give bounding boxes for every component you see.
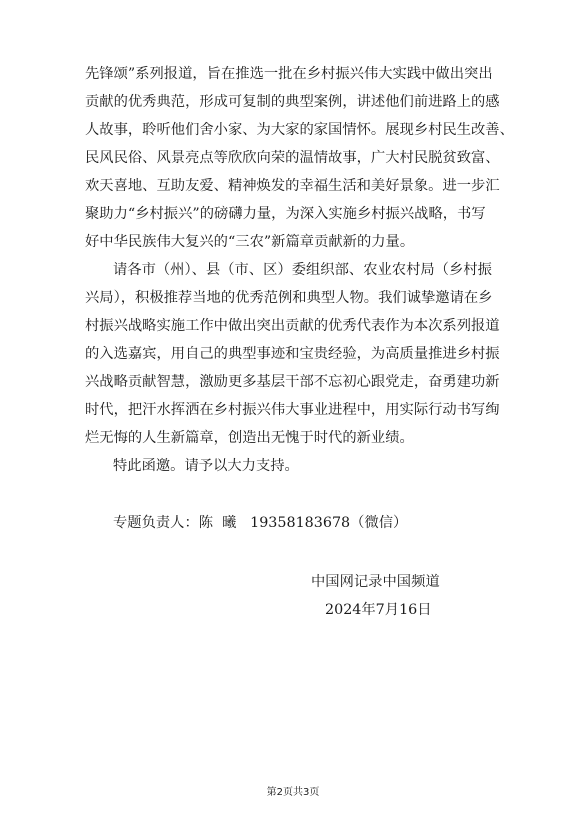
paragraph-1-line-5: 欢天喜地、互助友爱、精神焕发的幸福生活和美好景象。进一步汇 [85, 178, 500, 194]
paragraph-2-line-5: 兴战略贡献智慧，激励更多基层干部不忘初心跟党走，奋勇建功新 [85, 374, 500, 390]
contact-line: 专题负责人：陈 曦 19358183678（微信） [113, 515, 408, 531]
paragraph-2-line-4: 的入选嘉宾，用自己的典型事迹和宝贵经验，为高质量推进乡村振 [85, 346, 500, 362]
paragraph-2-line-1: 请各市（州）、县（市、区）委组织部、农业农村局（乡村振 [113, 262, 492, 278]
paragraph-2-line-2: 兴局），积极推荐当地的优秀范例和典型人物。我们诚挚邀请在乡 [85, 290, 493, 306]
paragraph-1-line-4: 民风民俗、风景亮点等欣欣向荣的温情故事，广大村民脱贫致富、 [85, 150, 500, 166]
paragraph-2-line-6: 时代，把汗水挥洒在乡村振兴伟大事业进程中，用实际行动书写绚 [85, 402, 500, 418]
paragraph-1-line-6: 聚助力“乡村振兴”的磅礴力量，为深入实施乡村振兴战略，书写 [85, 206, 486, 222]
paragraph-1-line-2: 贡献的优秀典范，形成可复制的典型案例，讲述他们前进路上的感 [85, 94, 500, 110]
closing-sentence: 特此函邀。请予以大力支持。 [113, 458, 299, 474]
signature-organization: 中国网记录中国频道 [311, 574, 440, 590]
paragraph-1-line-1: 先锋颂”系列报道，旨在推选一批在乡村振兴伟大实践中做出突出 [85, 66, 493, 82]
paragraph-2-line-7: 烂无悔的人生新篇章，创造出无愧于时代的新业绩。 [85, 430, 414, 446]
signature-date: 2024年7月16日 [325, 602, 432, 618]
page-number-footer: 第2页共3页 [266, 787, 320, 798]
paragraph-1-line-3: 人故事，聆听他们舍小家、为大家的家国情怀。展现乡村民生改善、 [85, 122, 514, 138]
paragraph-2-line-3: 村振兴战略实施工作中做出突出贡献的优秀代表作为本次系列报道 [85, 318, 500, 334]
paragraph-1-line-7: 好中华民族伟大复兴的“三农”新篇章贡献新的力量。 [85, 234, 415, 250]
